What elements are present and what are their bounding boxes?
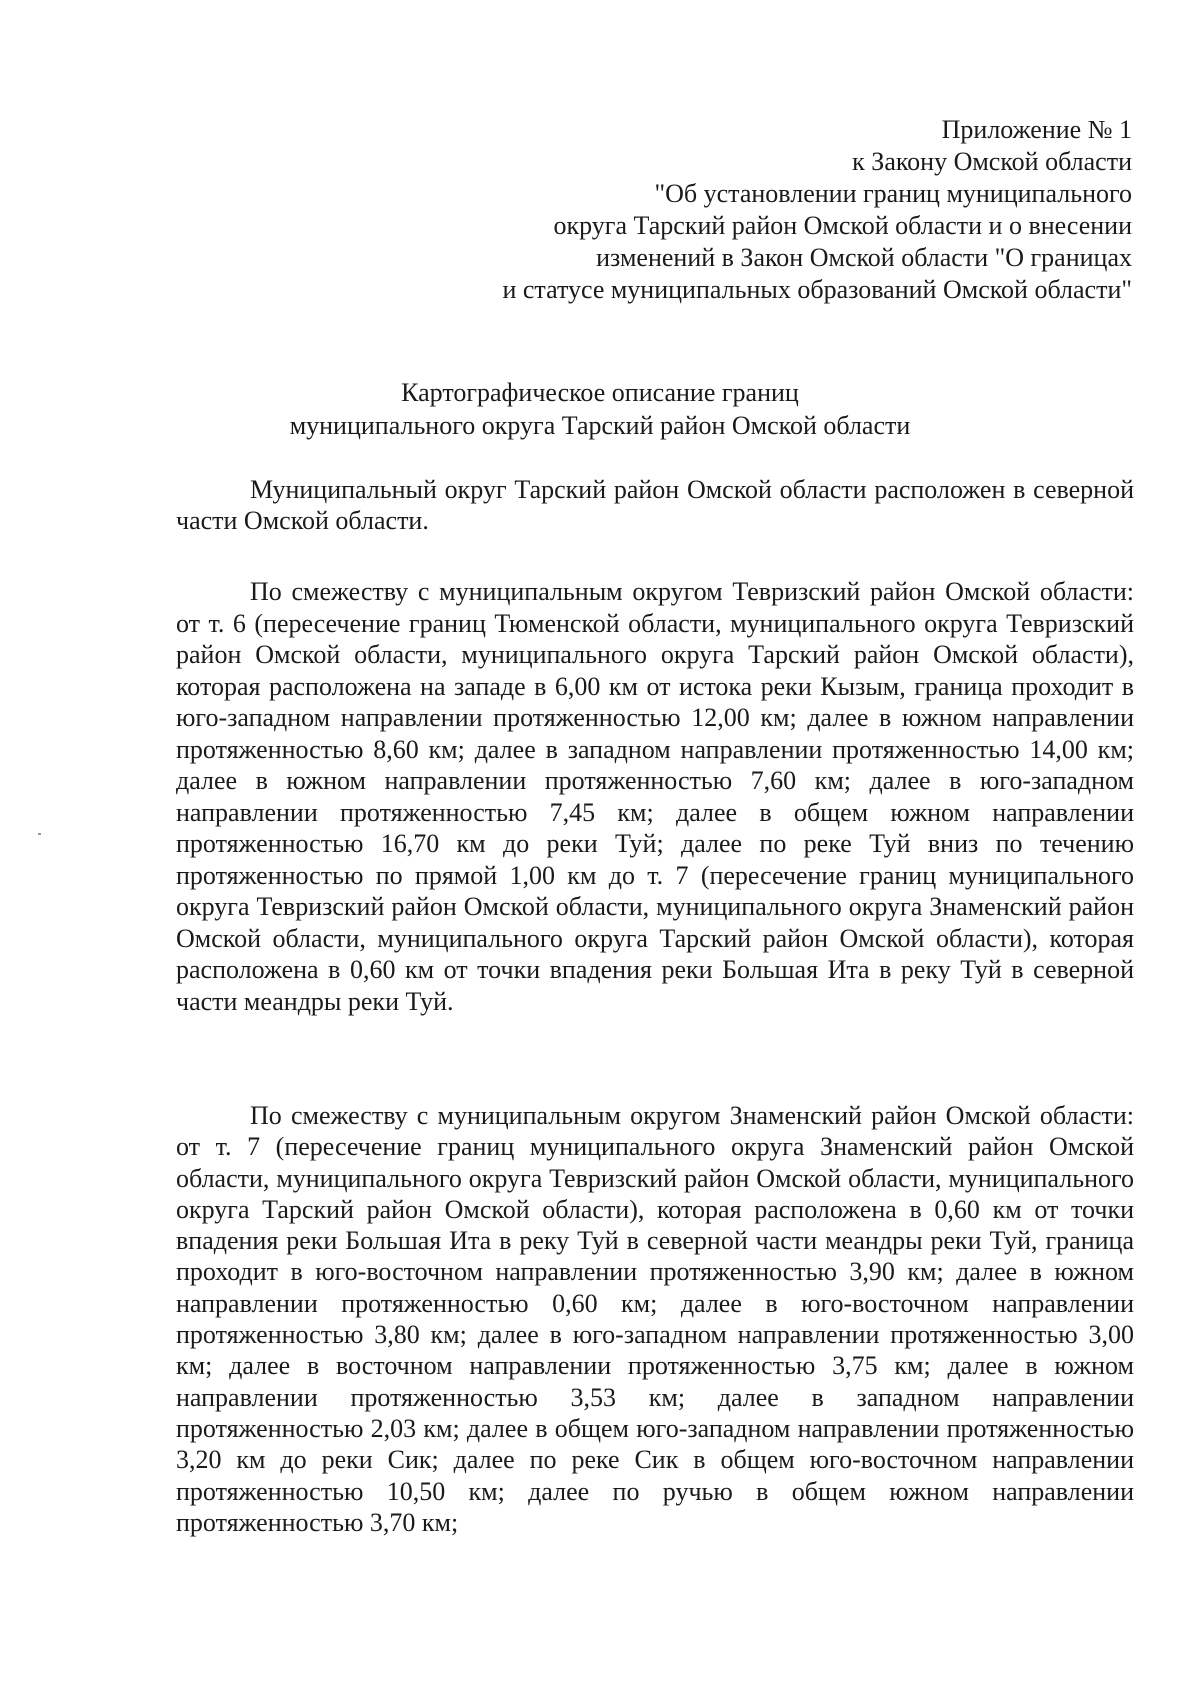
header-line: "Об установлении границ муниципального [654,179,1132,208]
paragraph-tevriz-border: По смежеству с муниципальным округом Тевризский район Омской области: от т. 6 (пересечение границ Тюменской области, муниципального округа Тевризский район Омской области, муниципального округа Тарский район Омской области), которая расположена на западе в 6,00 км от истока реки Кызым, граница проходит в юго-западном направлении протяженностью 12,00 км; далее в южном направлении протяженностью 8,60 км; далее в западном направлении протяженностью 14,00 км; далее в южном направлении протяженностью 7,60 км; далее в юго-западном направлении протяженностью 7,45 км; далее в общем южном направлении протяженностью 16,70 км до реки Туй; далее по реке Туй вниз по течению протяженностью по прямой 1,00 км до т. 7 (пересечение границ муниципального округа Тевризский район Омской области, муниципального округа Знаменский район Омской области, муниципального округа Тарский район Омской области), которая расположена в 0,60 км от точки впадения реки Большая Ита в реку Туй в северной части меандры реки Туй. [176,577,1134,1016]
header-line: Приложение № 1 [941,115,1132,144]
paragraph-location: Муниципальный округ Тарский район Омской области расположен в северной части Омской области. [176,475,1134,535]
title-line: Картографическое описание границ [401,378,799,407]
scan-artifact [38,833,41,835]
header-line: к Закону Омской области [852,147,1132,176]
header-line: изменений в Закон Омской области "О границах [596,243,1132,272]
paragraph-znamensky-border: По смежеству с муниципальным округом Знаменский район Омской области: от т. 7 (пересечение границ муниципального округа Знаменский район Омской области, муниципального округа Тевризский район Омской области, муниципального округа Тарский район Омской области), которая расположена в 0,60 км от точки впадения реки Большая Ита в реку Туй в северной части меандры реки Туй, граница проходит в юго-восточном направлении протяженностью 3,90 км; далее в южном направлении протяженностью 0,60 км; далее в юго-восточном направлении протяженностью 3,80 км; далее в юго-западном направлении протяженностью 3,00 км; далее в восточном направлении протяженностью 3,75 км; далее в южном направлении протяженностью 3,53 км; далее в западном направлении протяженностью 2,03 км; далее в общем юго-западном направлении протяженностью 3,20 км до реки Сик; далее по реке Сик в общем юго-восточном направлении протяженностью 10,50 км; далее по ручью в общем южном направлении протяженностью 3,70 км; [176,1101,1134,1537]
document-title [0,376,1200,442]
header-line: округа Тарский район Омской области и о внесении [553,211,1132,240]
header-line: и статусе муниципальных образований Омской области" [502,275,1132,304]
appendix-header [372,114,1132,306]
title-line: муниципального округа Тарский район Омской области [289,411,911,440]
